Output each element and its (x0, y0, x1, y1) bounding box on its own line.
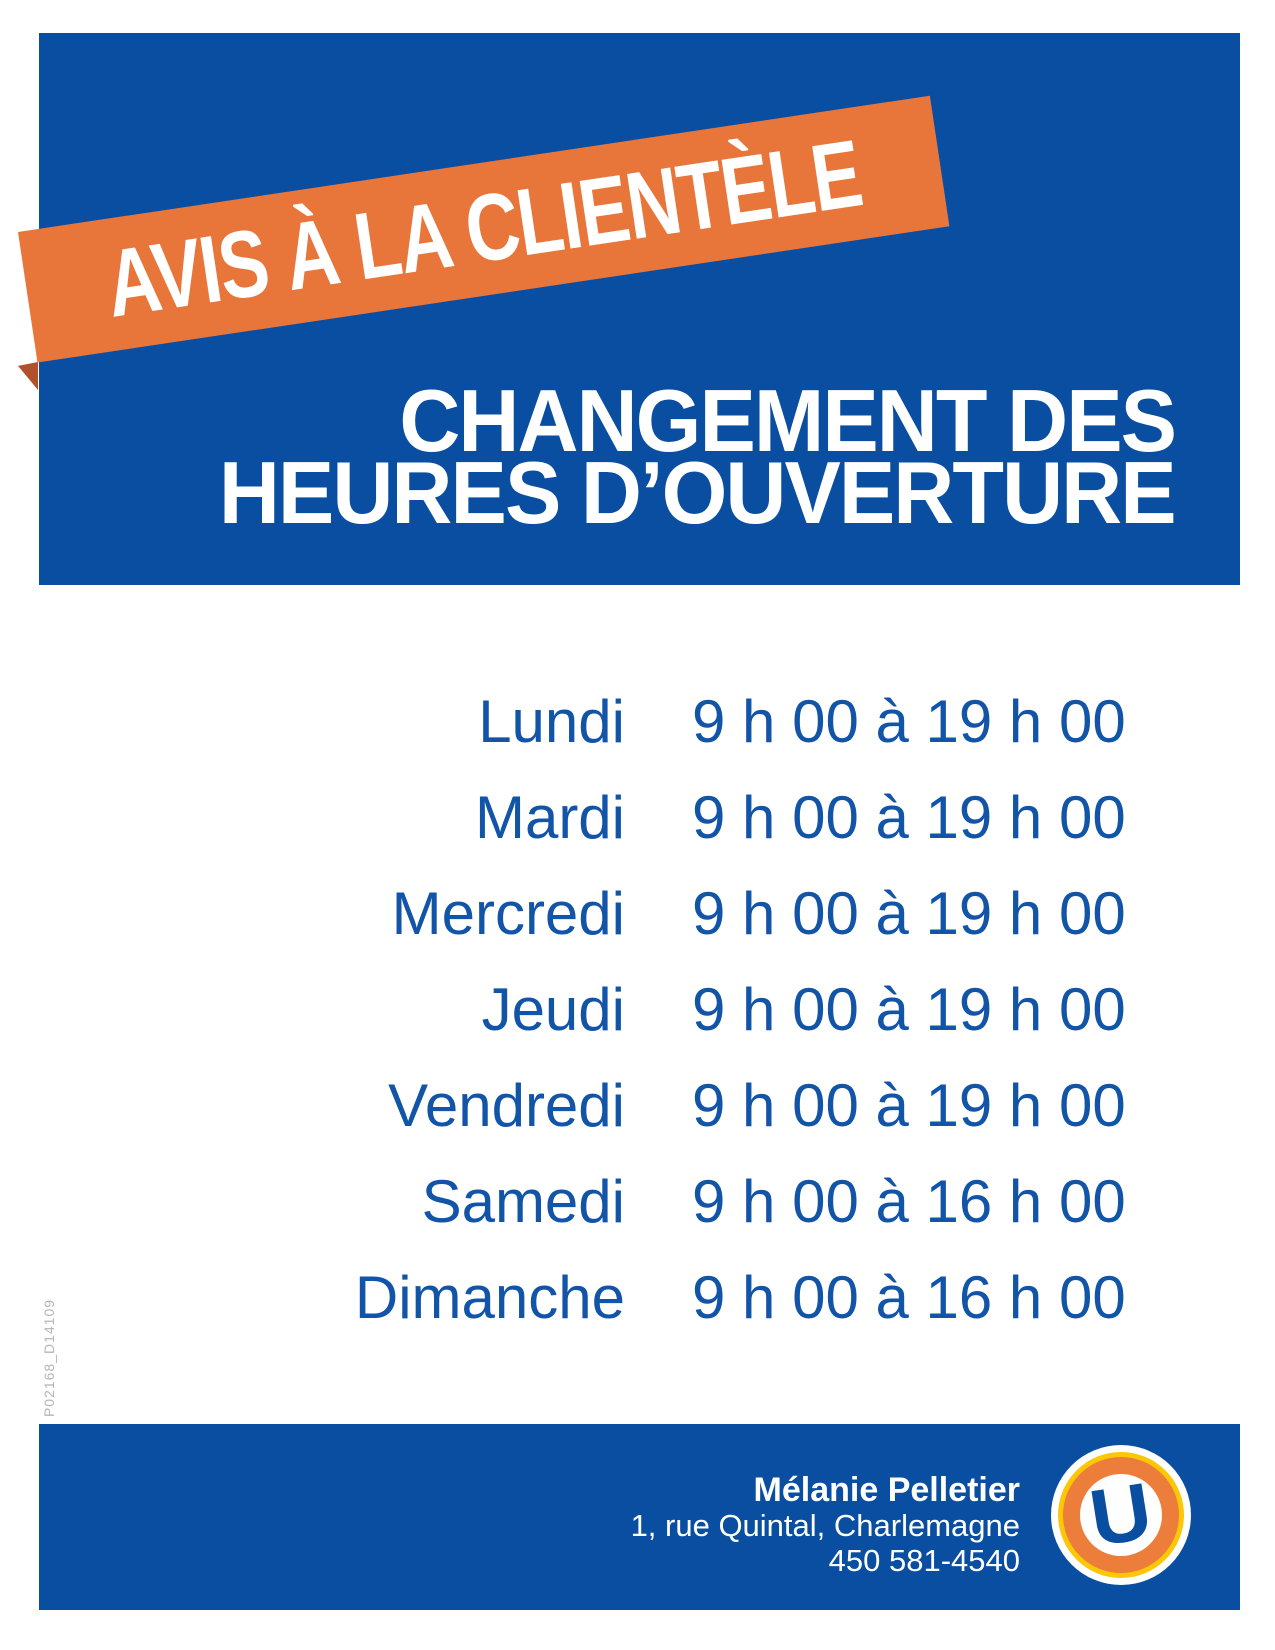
schedule-hours: 9 h 00 à 16 h 00 (692, 1168, 1126, 1235)
schedule-hours: 9 h 00 à 19 h 00 (692, 1072, 1126, 1139)
schedule-day: Mercredi (391, 880, 625, 947)
page-title (179, 371, 1175, 542)
schedule-hours: 9 h 00 à 19 h 00 (692, 976, 1126, 1043)
schedule-day: Vendredi (388, 1072, 625, 1139)
opening-hours-table (0, 674, 1126, 1346)
contact-phone: 450 581-4540 (828, 1543, 1020, 1578)
schedule-day: Samedi (421, 1168, 625, 1235)
schedule-hours: 9 h 00 à 19 h 00 (692, 784, 1126, 851)
schedule-day: Lundi (478, 688, 625, 755)
page-title-line1: CHANGEMENT DES (399, 371, 1175, 470)
schedule-day: Jeudi (481, 976, 625, 1043)
schedule-hours: 9 h 00 à 19 h 00 (692, 688, 1126, 755)
contact-address: 1, rue Quintal, Charlemagne (630, 1508, 1020, 1543)
contact-name: Mélanie Pelletier (753, 1471, 1020, 1509)
ribbon-fold (18, 362, 38, 390)
schedule-day: Dimanche (354, 1264, 625, 1331)
print-code: P02168_D14109 (41, 1298, 57, 1418)
uniprix-logo (1051, 1445, 1191, 1585)
ribbon-label: AVIS À LA CLIENTÈLE (99, 119, 868, 338)
contact-block (631, 1472, 1020, 1578)
schedule-hours: 9 h 00 à 16 h 00 (692, 1264, 1126, 1331)
logo-center (1080, 1465, 1162, 1564)
schedule-hours: 9 h 00 à 19 h 00 (692, 880, 1126, 947)
logo-letter: U (1083, 1465, 1158, 1564)
schedule-day: Mardi (474, 784, 625, 851)
page-title-line2: HEURES D’OUVERTURE (219, 443, 1175, 542)
